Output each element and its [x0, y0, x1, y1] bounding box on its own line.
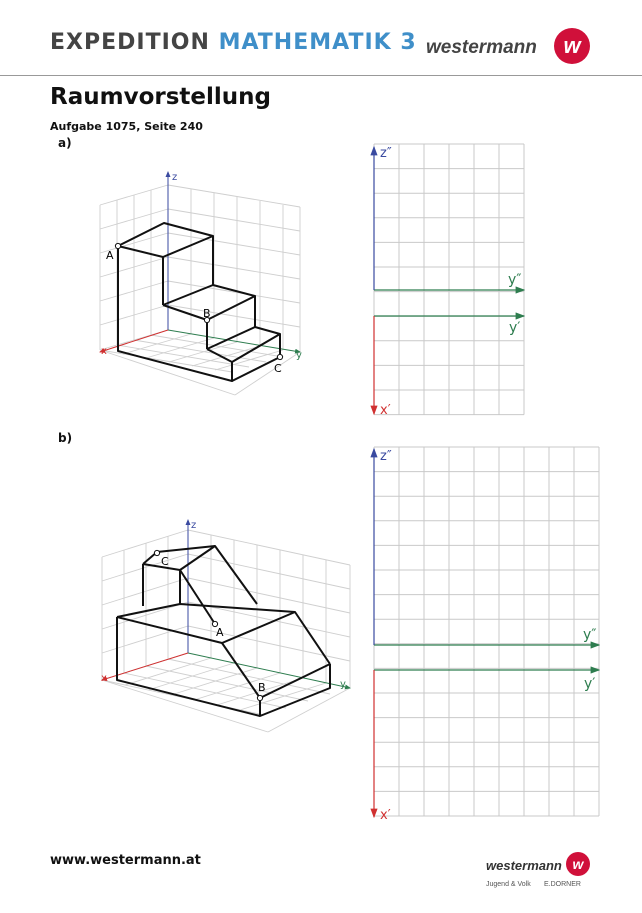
- part-b-proj-y-top-label: y″: [583, 627, 597, 643]
- part-a-proj-z-label: z″: [380, 146, 392, 161]
- part-a-projection-grid: [374, 144, 524, 418]
- footer-logo-icon: w: [566, 852, 590, 876]
- title-expedition: EXPEDITION: [50, 30, 210, 55]
- part-b-projection-grid: [374, 447, 599, 823]
- part-b-axis-x-label: x: [101, 673, 107, 684]
- part-a-solid-edges: [118, 223, 280, 381]
- part-b-isometric-figure: [101, 520, 350, 732]
- header-brand: westermann: [426, 37, 537, 58]
- page-heading: Raumvorstellung: [50, 84, 271, 110]
- part-b-point-b: B: [258, 681, 266, 694]
- part-b-proj-x-label: x′: [380, 808, 391, 823]
- footer-brand: westermann: [486, 858, 562, 873]
- westermann-logo-icon: w: [554, 28, 590, 64]
- footer-publisher-1: Jugend & Volk: [486, 881, 531, 888]
- part-a-proj-y-bottom-label: y′: [509, 320, 521, 336]
- part-b-point-a: A: [216, 626, 224, 639]
- part-b-proj-y-bottom-label: y′: [584, 676, 596, 692]
- part-b-axis-z-label: z: [191, 520, 197, 531]
- part-b-point-c: C: [161, 555, 169, 568]
- part-a-axis-y-label: y: [296, 350, 302, 361]
- part-a-point-c: C: [274, 362, 282, 375]
- part-b-axis-y-label: y: [340, 679, 346, 690]
- part-b-label: b): [58, 431, 73, 445]
- part-a-proj-x-label: x′: [380, 403, 391, 418]
- part-a-point-b: B: [203, 307, 211, 320]
- part-a-axis-z-label: z: [172, 172, 178, 183]
- part-b-proj-z-label: z″: [380, 449, 392, 464]
- task-label: Aufgabe 1075, Seite 240: [50, 120, 203, 133]
- title-mathematik: MATHEMATIK 3: [218, 30, 417, 55]
- footer-url: www.westermann.at: [50, 853, 201, 868]
- part-a-axis-x-label: x: [101, 346, 107, 357]
- footer-publisher-2: E.DORNER: [544, 881, 581, 888]
- part-a-label: a): [58, 136, 72, 150]
- part-a-point-a: A: [106, 249, 114, 262]
- part-a-isometric-figure: [100, 172, 302, 395]
- part-a-proj-y-top-label: y″: [508, 272, 522, 288]
